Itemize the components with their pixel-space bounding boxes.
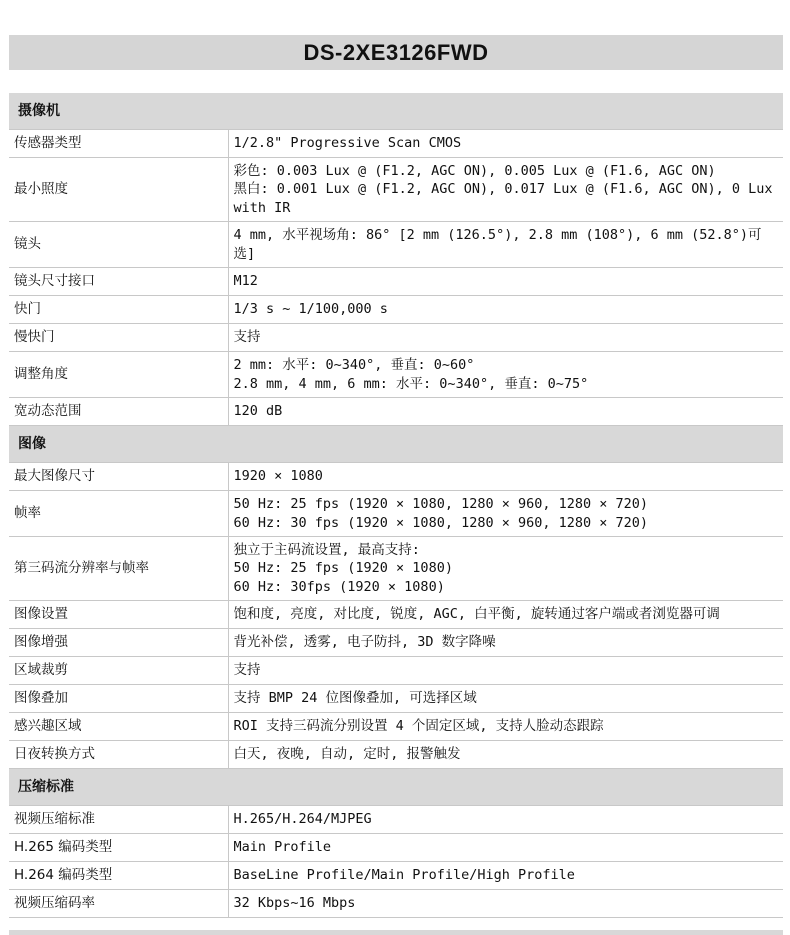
row-label: 调整角度: [9, 352, 228, 398]
table-row: [9, 130, 783, 158]
spec-table: [9, 93, 783, 918]
table-row: [9, 463, 783, 491]
next-section-edge: [9, 930, 783, 935]
row-value: 彩色: 0.003 Lux @ (F1.2, AGC ON), 0.005 Lux @ (F1.6, AGC ON) 黑白: 0.001 Lux @ (F1.2, AGC ON), 0.017 Lux @ (F1.6, AGC ON), 0 Lux with IR: [228, 158, 783, 222]
row-value: BaseLine Profile/Main Profile/High Profile: [228, 862, 783, 890]
table-row: [9, 601, 783, 629]
table-row: [9, 685, 783, 713]
row-label: 视频压缩码率: [9, 890, 228, 918]
section-title: 图像: [9, 426, 783, 463]
row-value: M12: [228, 268, 783, 296]
row-value: 4 mm, 水平视场角: 86° [2 mm (126.5°), 2.8 mm (108°), 6 mm (52.8°)可选]: [228, 222, 783, 268]
row-label: 镜头尺寸接口: [9, 268, 228, 296]
row-label: 最大图像尺寸: [9, 463, 228, 491]
row-label: 图像增强: [9, 629, 228, 657]
table-row: [9, 222, 783, 268]
table-row: [9, 296, 783, 324]
section-title: 压缩标准: [9, 769, 783, 806]
row-value: ROI 支持三码流分别设置 4 个固定区域, 支持人脸动态跟踪: [228, 713, 783, 741]
section-header: [9, 426, 783, 463]
row-label: 镜头: [9, 222, 228, 268]
row-value: 支持 BMP 24 位图像叠加, 可选择区域: [228, 685, 783, 713]
row-value: 50 Hz: 25 fps (1920 × 1080, 1280 × 960, 1280 × 720) 60 Hz: 30 fps (1920 × 1080, 1280 × 960, 1280 × 720): [228, 491, 783, 537]
row-label: H.265 编码类型: [9, 834, 228, 862]
table-row: [9, 268, 783, 296]
row-value: 120 dB: [228, 398, 783, 426]
section-header: [9, 769, 783, 806]
table-row: [9, 352, 783, 398]
row-label: 最小照度: [9, 158, 228, 222]
row-label: 图像设置: [9, 601, 228, 629]
table-row: [9, 537, 783, 601]
page-title: DS-2XE3126FWD: [9, 35, 783, 70]
table-row: [9, 713, 783, 741]
table-row: [9, 158, 783, 222]
row-label: 区域裁剪: [9, 657, 228, 685]
table-row: [9, 657, 783, 685]
table-row: [9, 398, 783, 426]
row-value: 1/3 s ~ 1/100,000 s: [228, 296, 783, 324]
row-value: 32 Kbps~16 Mbps: [228, 890, 783, 918]
section-header: [9, 93, 783, 130]
row-label: 宽动态范围: [9, 398, 228, 426]
table-row: [9, 890, 783, 918]
row-value: 2 mm: 水平: 0~340°, 垂直: 0~60° 2.8 mm, 4 mm, 6 mm: 水平: 0~340°, 垂直: 0~75°: [228, 352, 783, 398]
row-value: 支持: [228, 657, 783, 685]
row-label: H.264 编码类型: [9, 862, 228, 890]
row-value: H.265/H.264/MJPEG: [228, 806, 783, 834]
row-value: 独立于主码流设置, 最高支持: 50 Hz: 25 fps (1920 × 1080) 60 Hz: 30fps (1920 × 1080): [228, 537, 783, 601]
section-title: 摄像机: [9, 93, 783, 130]
table-row: [9, 324, 783, 352]
table-row: [9, 834, 783, 862]
row-label: 第三码流分辨率与帧率: [9, 537, 228, 601]
row-label: 日夜转换方式: [9, 741, 228, 769]
row-value: 背光补偿, 透雾, 电子防抖, 3D 数字降噪: [228, 629, 783, 657]
table-row: [9, 629, 783, 657]
row-value: 饱和度, 亮度, 对比度, 锐度, AGC, 白平衡, 旋转通过客户端或者浏览器可调: [228, 601, 783, 629]
row-value: 1/2.8" Progressive Scan CMOS: [228, 130, 783, 158]
table-row: [9, 806, 783, 834]
row-value: 1920 × 1080: [228, 463, 783, 491]
row-label: 慢快门: [9, 324, 228, 352]
row-label: 传感器类型: [9, 130, 228, 158]
row-label: 视频压缩标准: [9, 806, 228, 834]
row-value: 支持: [228, 324, 783, 352]
row-label: 感兴趣区域: [9, 713, 228, 741]
table-row: [9, 491, 783, 537]
table-row: [9, 741, 783, 769]
table-row: [9, 862, 783, 890]
row-label: 帧率: [9, 491, 228, 537]
row-value: Main Profile: [228, 834, 783, 862]
row-label: 图像叠加: [9, 685, 228, 713]
row-value: 白天, 夜晚, 自动, 定时, 报警触发: [228, 741, 783, 769]
row-label: 快门: [9, 296, 228, 324]
